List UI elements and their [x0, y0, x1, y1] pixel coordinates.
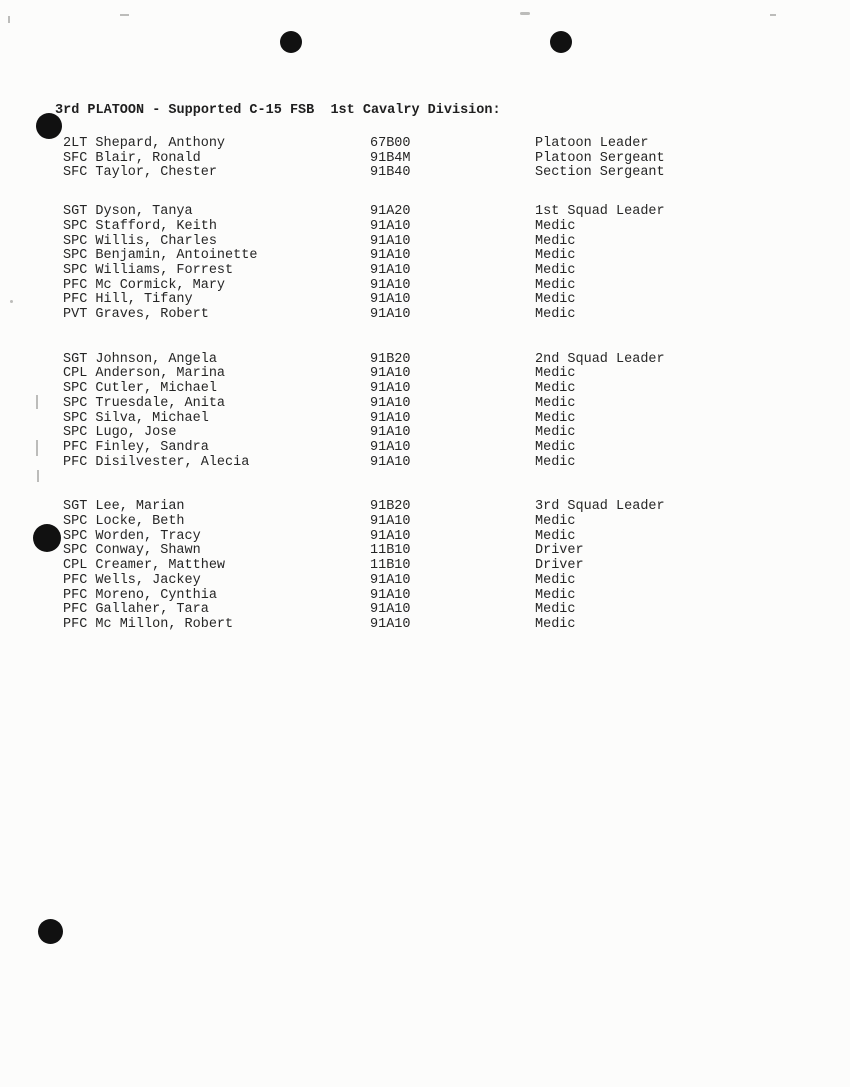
scan-artifact — [770, 14, 776, 16]
roster-duty-position: Medic — [535, 381, 576, 397]
roster-name: SPC Benjamin, Antoinette — [63, 248, 258, 264]
roster-row — [63, 367, 830, 382]
roster-group-1 — [63, 137, 830, 181]
roster-duty-position: 1st Squad Leader — [535, 204, 665, 220]
scan-artifact — [8, 16, 10, 23]
roster-duty-position: Platoon Leader — [535, 136, 649, 151]
roster-mos-code: 91A10 — [370, 616, 411, 632]
roster-duty-position: Medic — [535, 218, 576, 234]
roster-duty-position: Medic — [535, 248, 576, 264]
roster-duty-position: Medic — [535, 602, 576, 618]
roster-duty-position: Medic — [535, 233, 576, 249]
roster-name: PFC Mc Cormick, Mary — [63, 277, 226, 293]
roster-name: PVT Graves, Robert — [63, 307, 209, 323]
roster-mos-code: 91A10 — [370, 439, 411, 455]
roster-name: CPL Creamer, Matthew — [63, 558, 226, 574]
roster-name: SPC Silva, Michael — [63, 410, 209, 426]
roster-mos-code: 11B10 — [370, 543, 411, 559]
roster-duty-position: Driver — [535, 543, 584, 559]
roster-row — [63, 544, 830, 559]
roster-group-4 — [63, 500, 830, 632]
scan-artifact — [37, 470, 39, 482]
roster-row — [63, 559, 830, 574]
roster-duty-position: Medic — [535, 514, 576, 530]
roster-mos-code: 91A10 — [370, 587, 411, 603]
roster-name: PFC Wells, Jackey — [63, 572, 201, 588]
roster-mos-code: 91A20 — [370, 204, 411, 220]
roster-duty-position: Medic — [535, 528, 576, 544]
roster-duty-position: Medic — [535, 439, 576, 455]
document-content — [55, 103, 830, 663]
scan-artifact — [10, 300, 13, 303]
roster-name: SPC Conway, Shawn — [63, 543, 201, 559]
roster-row — [63, 293, 830, 308]
roster-row — [63, 264, 830, 279]
roster-mos-code: 91A10 — [370, 395, 411, 411]
roster-name: PFC Hill, Tifany — [63, 292, 193, 308]
scan-artifact — [36, 440, 38, 456]
roster-mos-code: 91A10 — [370, 528, 411, 544]
roster-name: PFC Disilvester, Alecia — [63, 454, 250, 470]
roster-duty-position: Medic — [535, 454, 576, 470]
roster-duty-position: Medic — [535, 572, 576, 588]
roster-name: SPC Willis, Charles — [63, 233, 217, 249]
roster-name: PFC Mc Millon, Robert — [63, 616, 234, 632]
roster-mos-code: 91B20 — [370, 499, 411, 515]
roster-name: SPC Lugo, Jose — [63, 425, 177, 441]
roster-mos-code: 91A10 — [370, 233, 411, 249]
roster-duty-position: Medic — [535, 366, 576, 382]
roster-name: SPC Truesdale, Anita — [63, 395, 226, 411]
roster-name: SFC Taylor, Chester — [63, 165, 217, 181]
document-title: 3rd PLATOON - Supported C-15 FSB 1st Cavalry Division: — [55, 103, 501, 118]
roster-mos-code: 91B4M — [370, 150, 411, 166]
scan-artifact — [36, 395, 38, 409]
roster-duty-position: Medic — [535, 410, 576, 426]
roster-mos-code: 91A10 — [370, 366, 411, 382]
roster-duty-position: Medic — [535, 292, 576, 308]
roster-row — [63, 603, 830, 618]
roster-name: PFC Gallaher, Tara — [63, 602, 209, 618]
roster-mos-code: 67B00 — [370, 136, 411, 151]
roster-duty-position: Platoon Sergeant — [535, 150, 665, 166]
roster-row — [63, 220, 830, 235]
roster-name: SPC Worden, Tracy — [63, 528, 201, 544]
roster-group-2 — [63, 205, 830, 323]
roster-row — [63, 412, 830, 427]
roster-row — [63, 441, 830, 456]
roster-name: SPC Williams, Forrest — [63, 262, 234, 278]
roster-mos-code: 91A10 — [370, 277, 411, 293]
roster-name: SFC Blair, Ronald — [63, 150, 201, 166]
roster-row — [63, 426, 830, 441]
roster-row — [63, 279, 830, 294]
platoon-roster — [63, 137, 830, 633]
roster-row — [63, 382, 830, 397]
roster-row — [63, 397, 830, 412]
roster-row — [63, 530, 830, 545]
roster-duty-position: Driver — [535, 558, 584, 574]
roster-row — [63, 574, 830, 589]
roster-mos-code: 91B20 — [370, 351, 411, 367]
roster-name: SPC Locke, Beth — [63, 514, 185, 530]
roster-duty-position: Medic — [535, 277, 576, 293]
roster-duty-position: Medic — [535, 425, 576, 441]
roster-name: SGT Dyson, Tanya — [63, 204, 193, 220]
roster-name: PFC Finley, Sandra — [63, 439, 209, 455]
roster-row — [63, 515, 830, 530]
scan-artifact — [120, 14, 129, 16]
roster-name: SGT Johnson, Angela — [63, 351, 217, 367]
roster-row — [63, 137, 830, 152]
roster-mos-code: 91A10 — [370, 602, 411, 618]
roster-duty-position: 3rd Squad Leader — [535, 499, 665, 515]
roster-duty-position: Medic — [535, 616, 576, 632]
roster-mos-code: 91A10 — [370, 425, 411, 441]
roster-duty-position: Medic — [535, 587, 576, 603]
roster-mos-code: 91A10 — [370, 307, 411, 323]
roster-row — [63, 152, 830, 167]
roster-name: CPL Anderson, Marina — [63, 366, 226, 382]
roster-mos-code: 91B40 — [370, 165, 411, 181]
roster-name: SPC Stafford, Keith — [63, 218, 217, 234]
roster-mos-code: 91A10 — [370, 262, 411, 278]
roster-row — [63, 456, 830, 471]
roster-row — [63, 235, 830, 250]
roster-mos-code: 91A10 — [370, 218, 411, 234]
roster-row — [63, 589, 830, 604]
roster-mos-code: 91A10 — [370, 381, 411, 397]
roster-mos-code: 91A10 — [370, 410, 411, 426]
roster-mos-code: 11B10 — [370, 558, 411, 574]
roster-mos-code: 91A10 — [370, 248, 411, 264]
roster-name: PFC Moreno, Cynthia — [63, 587, 217, 603]
roster-duty-position: 2nd Squad Leader — [535, 351, 665, 367]
roster-mos-code: 91A10 — [370, 572, 411, 588]
roster-duty-position: Medic — [535, 262, 576, 278]
roster-row — [63, 249, 830, 264]
roster-mos-code: 91A10 — [370, 292, 411, 308]
roster-row — [63, 308, 830, 323]
scan-artifact — [520, 12, 530, 15]
roster-group-3 — [63, 353, 830, 471]
hole-punch-mark — [550, 31, 572, 53]
roster-name: SGT Lee, Marian — [63, 499, 185, 515]
roster-duty-position: Medic — [535, 307, 576, 323]
roster-name: SPC Cutler, Michael — [63, 381, 217, 397]
roster-row — [63, 166, 830, 181]
roster-mos-code: 91A10 — [370, 454, 411, 470]
roster-row — [63, 353, 830, 368]
roster-name: 2LT Shepard, Anthony — [63, 136, 226, 151]
roster-row — [63, 205, 830, 220]
roster-duty-position: Section Sergeant — [535, 165, 665, 181]
hole-punch-mark — [38, 919, 63, 944]
roster-duty-position: Medic — [535, 395, 576, 411]
roster-mos-code: 91A10 — [370, 514, 411, 530]
hole-punch-mark — [280, 31, 302, 53]
roster-row — [63, 500, 830, 515]
roster-row — [63, 618, 830, 633]
